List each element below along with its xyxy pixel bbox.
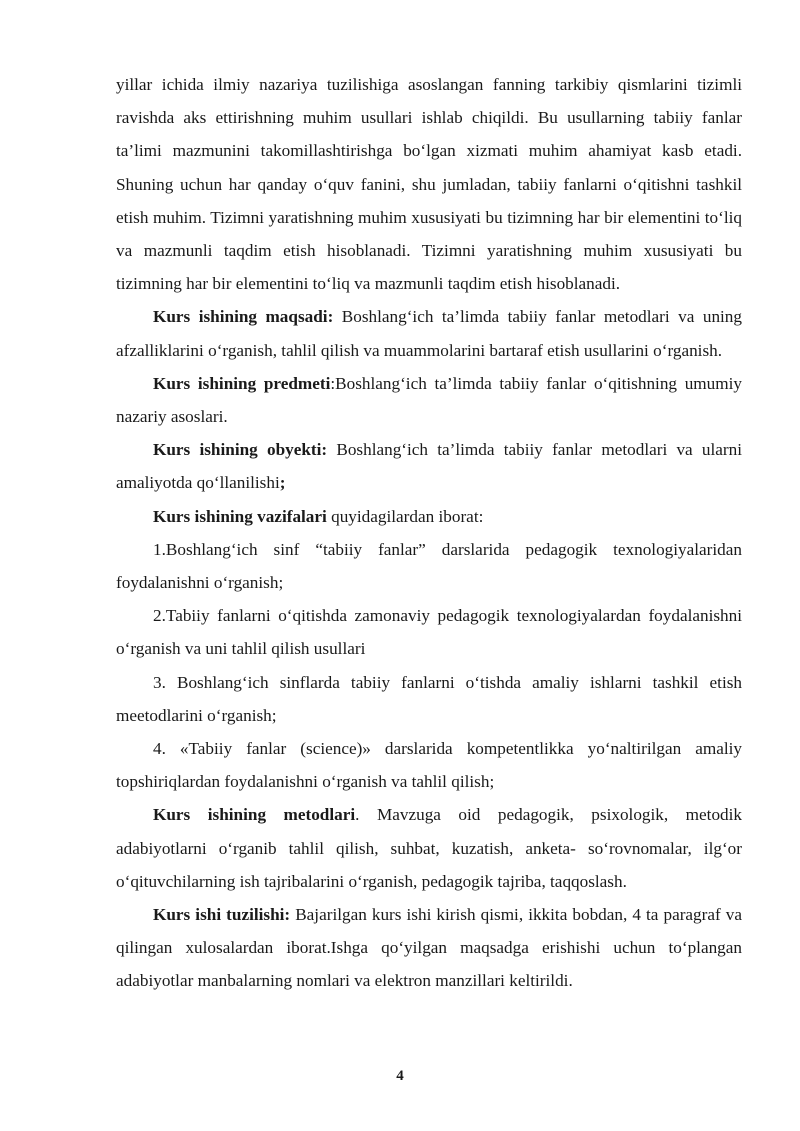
task-item: 3. Boshlang‘ich sinflarda tabiiy fanlarni o‘tishda amaliy ishlarni tashkil etish meetodlarini o‘rganish; xyxy=(116,672,742,725)
methods-paragraph xyxy=(116,798,742,898)
object-end: ; xyxy=(279,473,286,493)
methods-text: . Mavzuga oid pedagogik, psixologik, metodik adabiyotlarni o‘rganib tahlil qilish, suhbat, kuzatish, anketa- so‘rovnomalar, ilg‘or o‘qituvchilarning ish tajribalarini o‘rganish, pedagogik tajriba, taqqoslash. xyxy=(116,805,743,891)
tasks-text: quyidagilardan iborat: xyxy=(326,506,484,526)
tasks-paragraph xyxy=(116,500,742,533)
task-item: 2.Tabiiy fanlarni o‘qitishda zamonaviy pedagogik texnologiyalardan foydalanishni o‘rganish va uni tahlil qilish usullari xyxy=(116,606,742,659)
subject-text: :Boshlang‘ich ta’limda tabiiy fanlar o‘qitishning umumiy nazariy asoslari. xyxy=(116,373,742,427)
methods-label: Kurs ishining metodlari xyxy=(153,805,356,825)
object-paragraph xyxy=(116,433,742,499)
subject-label: Kurs ishining predmeti xyxy=(153,373,331,393)
object-text: Boshlang‘ich ta’limda tabiiy fanlar metodlari va ularni amaliyotda qo‘llanilishi xyxy=(116,440,742,493)
structure-label: Kurs ishi tuzilishi: xyxy=(153,905,291,925)
goal-paragraph xyxy=(116,300,742,366)
task-item: 4. «Tabiiy fanlar (science)» darslarida kompetentlikka yo‘naltirilgan amaliy topshiriqlardan foydalanishni o‘rganish va tahlil qilish; xyxy=(116,739,742,792)
structure-text: Bajarilgan kurs ishi kirish qismi, ikkita bobdan, 4 ta paragraf va qilingan xulosalardan iborat.Ishga qo‘yilgan maqsadga erishishi uchun to‘plangan adabiyotlar manbalarning nomlari va elektron manzillari keltirildi. xyxy=(116,905,742,991)
goal-label: Kurs ishining maqsadi: xyxy=(153,307,334,327)
task-item: 1.Boshlang‘ich sinf “tabiiy fanlar” darslarida pedagogik texnologiyalaridan foydalanishni o‘rganish; xyxy=(116,539,742,593)
intro-paragraph: yillar ichida ilmiy nazariya tuzilishiga asoslangan fanning tarkibiy qismlarini tizimli ravishda aks ettirishning muhim usullari ishlab chiqildi. Bu usullarning tabiiy fanlar ta’limi mazmunini takomillashtirishga bo‘lgan xizmati muhim ahamiyat kasb etadi. Shuning uchun har qanday o‘quv fanini, shu jumladan, tabiiy fanlarni o‘qitishni tashkil etish muhim. Tizimni yaratishning muhim xususiyati bu tizimning har bir elementini to‘liq va mazmunli taqdim etish hisoblanadi. Tizimni yaratishning muhim xususiyati bu tizimning har bir elementini to‘liq va mazmunli taqdim etish hisoblanadi. xyxy=(116,75,742,294)
object-label: Kurs ishining obyekti: xyxy=(153,440,328,460)
structure-paragraph xyxy=(116,898,742,998)
tasks-label: Kurs ishining vazifalari xyxy=(153,506,327,526)
subject-paragraph xyxy=(116,367,742,433)
page-number: 4 xyxy=(396,1068,404,1084)
document-page xyxy=(116,68,742,998)
goal-text: Boshlang‘ich ta’limda tabiiy fanlar metodlari va uning afzalliklarini o‘rganish, tahlil qilish va muammolarini bartaraf etish usullarini o‘rganish. xyxy=(116,307,742,360)
